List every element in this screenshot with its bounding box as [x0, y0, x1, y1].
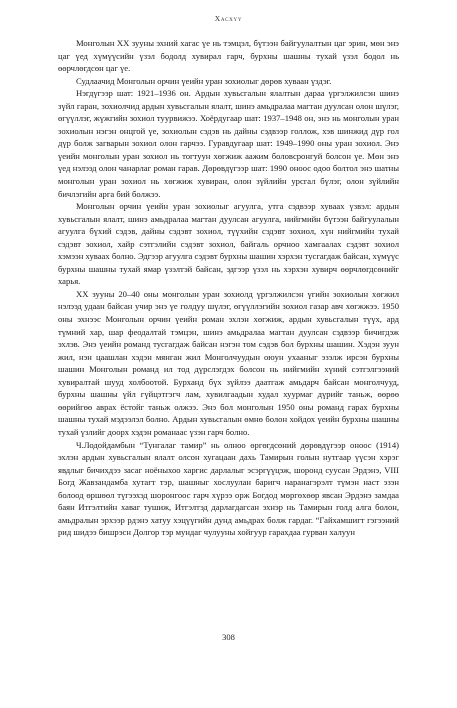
body-text: [58, 37, 399, 539]
paragraph: Ч.Лодойдамбын “Тунгалаг тамир” нь олноо өргөгдсөний дөрөвдүгээр оноос (1914) эхлэн ардын хувьсгалын ялалт олсон хугацаан дахь Тамирын голын нутгаар үүсэн хэрэг явдлыг бичихдээ засаг ноёныхоо харгис дарлалыг эсэргүүцэж, шоронд суусан Эрдэнэ, VIII Богд Жавзандамба хутагт тэр, шашныг хослуулан баригч наранагэрэлт түмэн наст эзэн болоод өршөөл түгээхэд шоронгоос гарч хүрээ орж Богдод мөргөхөөр явсан Эрдэнэ замдаа баян Итгэлтийн хаваг тушиж, Итгэлтэд дарлагдагсан эхнэр нь Тамирын голд алга болон, амьдралын эрхээр рдэнэ хатуу хэцүүгийн дунд амьдрах болж гардаг. “Гайхамшигт гэгээний рид шидээ бишрэсн Долгор тэр мундаг чулууны хойгуур гарахдаа гурван халуун: [58, 439, 399, 538]
paragraph: XX зууны 20–40 оны монголын уран зохиолд үргэлжилсэн үгийн зохиолын хөгжил нэлээд удаан байсан учир энэ үе голдуу шүлэг, өгүүллэгийн зохиол газар авч хөгжжээ. 1950 оны эхнээс Монголын орчин үеийн роман эхлэн хөгжиж, ардын хувьсгалын түүх, ард түмний хар, шар феодалтай тэмцэн, шинэ амьдралаа магтан дуулсан сэдвээр бичигдэж эхлэв. Энэ үеийн романд тусгагдаж байсан нэгэн том сэдэв бол бурхны шашин. Хэдэн зуун жил, нэн цаашлан хэдэн мянган жил Монголчуудын оюун ухааныг эзэлж ирсэн бурхны шашин Монголын романд ил тод дүрслэгдэх болсон нь нийгмийн хүний сэтгэлгээний хувиралтай шууд холбоотой. Бурханд бүх зүйлээ даатгаж амьдарч байсан монголчууд, бурхны шашны үйл гүйцэтгэгч лам, хувилгаадын худал хуурмаг дүрийг таньж, өөрөө өөрийгөө аврах ёстойг таньж олжээ. Энэ бол монголын 1950 оны романд гарах бурхны шашны тухай мэдээлэл болно. Ардын хувьсгалын өмнө болон хойдох үеийн бурхны шашны тухай үзлийг доорх хэдэн романаас үзэн гарч болно.: [58, 288, 399, 437]
paragraph: Судлаачид Монголын орчин үеийн уран зохиолыг дөрөв хуваан үздэг.: [76, 75, 332, 86]
page-number: 308: [222, 632, 235, 642]
paragraph: Монголын XX зууны эхний хагас үе нь тэмцэл, бүтээн байгуулалтын цаг эрин, мөн энэ цаг үед хүмүүсийн үзэл бодолд хувирал гарч, бурхны шашны тухай үзэл бодол нь өөрчлөгдсөн цаг үе.: [58, 38, 399, 74]
paragraph: Нэгдүгээр шат: 1921–1936 он. Ардын хувьсгалын ялалтын дараа үргэлжилсэн шинэ зүйл гаран, зохиолчид ардын хувьсгалын ялалт, шинэ амьдралаа магтан дуулсан олон шүлэг, өгүүллэг, жүжгийн зохиол туурвижээ. Хоёрдугаар шат: 1937–1948 он, энэ нь монголын уран зохиолын нэгэн онцгой үе, зохиолын сэдэв нь дайны сэдвээр голлож, хэв шинжид дүр гол дүр болж загварын зохиол олон гарчээ. Гуравдугаар шат: 1949–1990 оны уран зохиол. Энэ үеийн монголын уран зохиол нь тогтуун хөгжиж аажим боловсронгуй болсон үе. Мөн энэ үед нэлээд олон чанарлаг роман гарав. Дөрөвдүгээр шат: 1990 оноос одоо болтол энэ шатны монголын уран зохиол нь хөгжиж хувиран, олон зүйлийн урсгал бүлэг, олон зүйлийн бичлэгийн арга бий болжээ.: [58, 88, 399, 199]
running-head: Хасхүү: [214, 14, 243, 23]
paragraph: Монголын орчин үеийн уран зохиолыг агуулга, утга сэдвээр хуваах үзвэл: ардын хувьсгалын ялалт, шинэ амьдралаа магтан дуулсан агуулга, нийгмийн бүтээн байгуулалын агуулга бүхий сэдэв, дайны сэдэвт зохиол, түүхийн сэдэвт зохиол, хүн нийгмийн тухай сэдэвт зохиол, хайр сэтгэлийн сэдэвт зохиол, байгаль орчноо хамгаалах сэдэвт зохиол хэмээн хуваах болно. Эдгээр агуулга сэдэвт бурхны шашин хэрхэн тусгагдаж байсан, хүмүүс бурхны шашны тухай ямар үзэлтэй байсан, эдгээр үзэл нь хэрхэн хувирч өөрчлөгдсөнийг харья.: [58, 201, 399, 287]
